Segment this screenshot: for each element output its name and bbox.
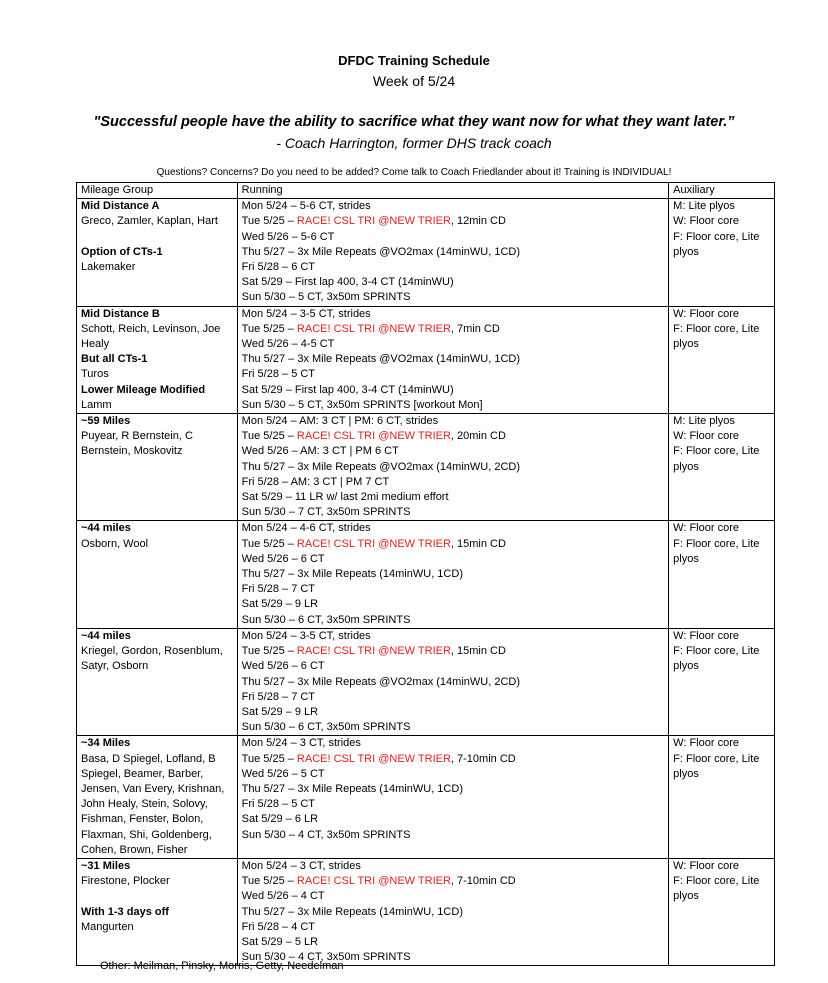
auxiliary-cell: [669, 521, 775, 628]
auxiliary-cell: [669, 306, 775, 413]
mileage-group-cell: [77, 414, 238, 521]
group-heading: ~59 Miles: [81, 415, 131, 428]
athlete-names: Mangurten: [81, 920, 134, 933]
auxiliary-item: F: Floor core, Lite plyos: [673, 875, 760, 903]
athlete-names: Greco, Zamler, Kaplan, Hart: [81, 215, 218, 228]
table-row: [77, 306, 775, 413]
workout-day: Tue 5/25 –: [241, 322, 297, 335]
workout-day: Tue 5/25 –: [241, 430, 297, 443]
workout-line: Sun 5/30 – 4 CT, 3x50m SPRINTS: [241, 828, 411, 841]
workout-line: Sat 5/29 – 11 LR w/ last 2mi medium effort: [241, 491, 449, 504]
workout-line: [242, 429, 665, 444]
workout-detail: , 20min CD: [450, 430, 506, 443]
auxiliary-cell: [669, 414, 775, 521]
workout-line: Sat 5/29 – 9 LR: [241, 598, 319, 611]
race-label: RACE! CSL TRI @NEW TRIER: [296, 752, 451, 765]
group-heading: ~44 miles: [81, 629, 131, 642]
mileage-group-cell: [77, 199, 238, 306]
workout-line: Mon 5/24 – 4-6 CT, strides: [241, 522, 371, 535]
workout-detail: , 12min CD: [450, 215, 506, 228]
document-subtitle: Week of 5/24: [372, 73, 456, 89]
auxiliary-item: W: Floor core: [673, 215, 739, 228]
mileage-group-cell: [77, 521, 238, 628]
spacer: [81, 230, 233, 245]
auxiliary-cell: [669, 858, 775, 965]
workout-line: [242, 644, 665, 659]
notice-text: Questions? Concerns? Do you need to be added? Come talk to Coach Friedlander about it! Training is INDIVIDUAL!: [156, 167, 672, 178]
workout-detail: , 7min CD: [450, 322, 500, 335]
workout-line: Mon 5/24 – 3 CT, strides: [241, 859, 361, 872]
auxiliary-item: M: Lite plyos: [673, 415, 735, 428]
workout-line: Thu 5/27 – 3x Mile Repeats (14minWU, 1CD): [241, 905, 463, 918]
workout-line: Thu 5/27 – 3x Mile Repeats @VO2max (14minWU, 2CD): [241, 675, 520, 688]
running-cell: [237, 736, 669, 859]
table-row: [77, 521, 775, 628]
workout-line: Thu 5/27 – 3x Mile Repeats @VO2max (14minWU, 2CD): [241, 460, 520, 473]
auxiliary-cell: [669, 199, 775, 306]
running-cell: [237, 628, 669, 735]
athlete-names: Firestone, Plocker: [81, 875, 170, 888]
workout-line: Wed 5/26 – 6 CT: [241, 552, 325, 565]
auxiliary-item: W: Floor core: [673, 430, 739, 443]
group-heading: ~34 Miles: [81, 737, 131, 750]
column-header: Auxiliary: [669, 183, 775, 199]
workout-detail: , 15min CD: [450, 537, 506, 550]
workout-line: [242, 537, 665, 552]
table-row: [77, 858, 775, 965]
table-row: [77, 199, 775, 306]
group-heading: Mid Distance B: [81, 307, 160, 320]
workout-detail: , 15min CD: [450, 645, 506, 658]
race-label: RACE! CSL TRI @NEW TRIER: [296, 322, 451, 335]
workout-line: Sun 5/30 – 7 CT, 3x50m SPRINTS: [241, 506, 411, 519]
workout-line: Wed 5/26 – 4-5 CT: [241, 338, 335, 351]
workout-line: Fri 5/28 – 7 CT: [241, 690, 316, 703]
athlete-names: Osborn, Wool: [81, 537, 149, 550]
auxiliary-item: W: Floor core: [673, 859, 739, 872]
auxiliary-item: M: Lite plyos: [673, 200, 735, 213]
workout-detail: , 7-10min CD: [450, 875, 516, 888]
workout-line: Mon 5/24 – 3-5 CT, strides: [241, 307, 371, 320]
running-cell: [237, 521, 669, 628]
workout-line: Mon 5/24 – 3 CT, strides: [241, 737, 361, 750]
workout-line: Wed 5/26 – 4 CT: [241, 890, 325, 903]
workout-line: [242, 322, 665, 337]
mileage-group-cell: [77, 858, 238, 965]
table-row: [77, 628, 775, 735]
workout-day: Tue 5/25 –: [241, 875, 297, 888]
workout-line: Thu 5/27 – 3x Mile Repeats @VO2max (14minWU, 1CD): [241, 245, 520, 258]
auxiliary-cell: [669, 736, 775, 859]
group-heading: With 1-3 days off: [81, 905, 169, 918]
race-label: RACE! CSL TRI @NEW TRIER: [296, 215, 451, 228]
workout-line: Thu 5/27 – 3x Mile Repeats (14minWU, 1CD): [241, 782, 463, 795]
athlete-names: Turos: [81, 368, 109, 381]
auxiliary-item: F: Floor core, Lite plyos: [673, 230, 760, 258]
workout-line: Mon 5/24 – 3-5 CT, strides: [241, 629, 371, 642]
group-heading: Mid Distance A: [81, 200, 160, 213]
auxiliary-item: F: Floor core, Lite plyos: [673, 645, 760, 673]
column-header: Mileage Group: [77, 183, 238, 199]
race-label: RACE! CSL TRI @NEW TRIER: [296, 645, 451, 658]
workout-line: [242, 752, 665, 767]
group-heading: ~31 Miles: [81, 859, 131, 872]
workout-line: Sun 5/30 – 5 CT, 3x50m SPRINTS [workout Mon]: [241, 398, 483, 411]
workout-line: Fri 5/28 – 5 CT: [241, 368, 316, 381]
running-cell: [237, 858, 669, 965]
table-row: [77, 736, 775, 859]
workout-day: Tue 5/25 –: [241, 645, 297, 658]
race-label: RACE! CSL TRI @NEW TRIER: [296, 537, 451, 550]
schedule-table: [76, 182, 775, 966]
workout-line: Sat 5/29 – 5 LR: [241, 935, 319, 948]
document-title: DFDC Training Schedule: [338, 53, 490, 68]
workout-line: [242, 214, 665, 229]
running-cell: [237, 414, 669, 521]
workout-line: Sat 5/29 – First lap 400, 3-4 CT (14minWU): [241, 276, 454, 289]
workout-line: Sun 5/30 – 5 CT, 3x50m SPRINTS: [241, 291, 411, 304]
workout-day: Tue 5/25 –: [241, 537, 297, 550]
group-heading: Lower Mileage Modified: [81, 383, 206, 396]
running-cell: [237, 306, 669, 413]
workout-line: Fri 5/28 – 7 CT: [241, 583, 316, 596]
workout-line: Fri 5/28 – 5 CT: [241, 798, 316, 811]
auxiliary-cell: [669, 628, 775, 735]
athlete-names: Schott, Reich, Levinson, Joe Healy: [81, 322, 221, 351]
workout-line: Mon 5/24 – AM: 3 CT | PM: 6 CT, strides: [241, 415, 439, 428]
race-label: RACE! CSL TRI @NEW TRIER: [296, 875, 451, 888]
spacer: [81, 889, 233, 904]
workout-line: [242, 874, 665, 889]
mileage-group-cell: [77, 628, 238, 735]
athlete-names: Basa, D Spiegel, Lofland, B Spiegel, Beamer, Barber, Jensen, Van Every, Krishnan, John Healy, Stein, Solovy, Fishman, Fenster, Bolon, Flaxman, Shi, Goldenberg, Cohen, Brown, Fisher: [81, 752, 225, 856]
auxiliary-item: F: Floor core, Lite plyos: [673, 445, 760, 473]
athlete-names: Kriegel, Gordon, Rosenblum, Satyr, Osborn: [81, 645, 223, 673]
athlete-names: Lamm: [81, 398, 112, 411]
workout-line: Sat 5/29 – First lap 400, 3-4 CT (14minWU): [241, 383, 454, 396]
race-label: RACE! CSL TRI @NEW TRIER: [296, 430, 451, 443]
quote: "Successful people have the ability to sacrifice what they want now for what they want later.”: [93, 114, 735, 130]
auxiliary-item: W: Floor core: [673, 522, 739, 535]
column-header: Running: [237, 183, 669, 199]
auxiliary-item: W: Floor core: [673, 629, 739, 642]
workout-line: Sat 5/29 – 6 LR: [241, 813, 319, 826]
workout-day: Tue 5/25 –: [241, 752, 297, 765]
workout-line: Fri 5/28 – 6 CT: [241, 261, 316, 274]
workout-line: Sun 5/30 – 6 CT, 3x50m SPRINTS: [241, 721, 411, 734]
workout-line: Wed 5/26 – 6 CT: [241, 660, 325, 673]
running-cell: [237, 199, 669, 306]
group-heading: Option of CTs-1: [81, 245, 163, 258]
athlete-names: Puyear, R Bernstein, C Bernstein, Moskovitz: [81, 430, 193, 458]
auxiliary-item: F: Floor core, Lite plyos: [673, 322, 760, 351]
workout-line: Wed 5/26 – 5 CT: [241, 767, 325, 780]
workout-detail: , 7-10min CD: [450, 752, 516, 765]
workout-line: Mon 5/24 – 5-6 CT, strides: [241, 200, 371, 213]
auxiliary-item: F: Floor core, Lite plyos: [673, 752, 760, 780]
workout-line: Fri 5/28 – 4 CT: [241, 920, 316, 933]
quote-attribution: - Coach Harrington, former DHS track coach: [276, 135, 552, 151]
athlete-names: Lakemaker: [81, 261, 136, 273]
workout-line: Wed 5/26 – AM: 3 CT | PM 6 CT: [241, 445, 399, 458]
workout-line: Sun 5/30 – 4 CT, 3x50m SPRINTS: [241, 951, 411, 964]
group-heading: ~44 miles: [81, 522, 131, 535]
table-header-row: [77, 183, 775, 199]
workout-line: Fri 5/28 – AM: 3 CT | PM 7 CT: [241, 475, 390, 488]
auxiliary-item: F: Floor core, Lite plyos: [673, 537, 760, 565]
workout-day: Tue 5/25 –: [241, 215, 297, 228]
table-row: [77, 414, 775, 521]
mileage-group-cell: [77, 306, 238, 413]
table-body: [77, 199, 775, 966]
mileage-group-cell: [77, 736, 238, 859]
workout-line: Thu 5/27 – 3x Mile Repeats (14minWU, 1CD): [241, 568, 463, 581]
workout-line: Sun 5/30 – 6 CT, 3x50m SPRINTS: [241, 613, 411, 626]
auxiliary-item: W: Floor core: [673, 737, 739, 750]
group-heading: But all CTs-1: [81, 353, 148, 366]
other-athletes: Other: Meilman, Pinsky, Morris, Getty, Needelman: [100, 960, 344, 972]
workout-line: Sat 5/29 – 9 LR: [241, 705, 319, 718]
workout-line: Wed 5/26 – 5-6 CT: [241, 230, 335, 243]
auxiliary-item: W: Floor core: [673, 307, 739, 320]
workout-line: Thu 5/27 – 3x Mile Repeats @VO2max (14minWU, 1CD): [241, 353, 520, 366]
